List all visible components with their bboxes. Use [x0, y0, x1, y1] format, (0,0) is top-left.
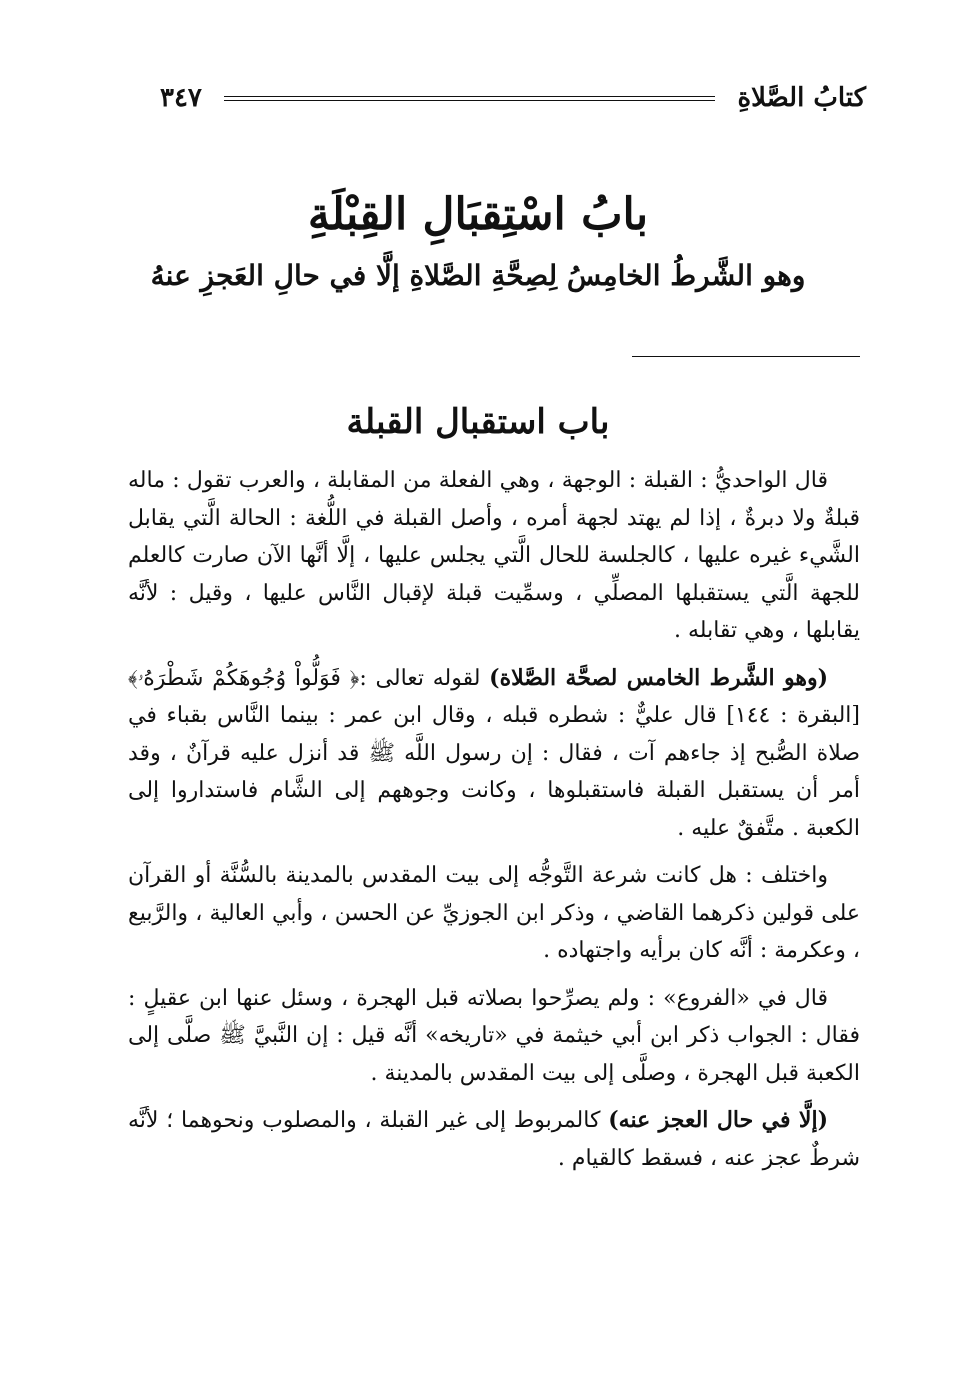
- section-separator: [632, 356, 860, 357]
- matn-quote: (إلَّا في حال العجز عنه): [608, 1107, 828, 1133]
- matn-quote: (وهو الشَّرط الخامس لصحَّة الصَّلاة): [489, 664, 828, 691]
- paragraph-fifth-condition: [128, 660, 860, 848]
- header-rule: [224, 96, 716, 101]
- body-text: [128, 462, 860, 1187]
- paragraph-definition: قال الواحديُّ : القبلة : الوجهة ، وهي الفعلة من المقابلة ، والعرب تقول : ماله قبلةٌ ولا دبرةٌ ، إذا لم يهتد لجهة أمره ، وأصل القبلة في اللُّغة : الحالة الَّتي يقابل الشَّيء غيره عليها ، كالجلسة للحال الَّتي يجلس عليها ، إلَّا أنَّها الآن صارت كالعلم للجهة الَّتي يستقبلها المصلِّي ، وسمِّيت قبلة لإقبال النَّاس عليها ، وقيل : لأنَّه يقابلها ، وهي تقابله .: [128, 468, 860, 643]
- chapter-heading: [100, 180, 856, 302]
- chapter-title: كتابُ الصَّلاةِ: [737, 83, 866, 113]
- page-number: ٣٤٧: [160, 83, 202, 113]
- running-header: [160, 78, 866, 118]
- section-title: باب استقبال القبلة: [346, 402, 610, 442]
- subtitle: وهو الشَّرطُ الخامِسُ لِصِحَّةِ الصَّلاةِ إلَّا في حالِ العَجزِ عنهُ: [150, 259, 806, 292]
- paragraph-disagreement: واختلف : هل كانت شرعة التَّوجُّه إلى بيت المقدس بالمدينة بالسُّنَّة أو القرآن على قولين ذكرهما القاضي ، وذكر ابن الجوزيِّ عن الحسن ، وأبي العالية ، والرَّبيع ، وعكرمة : أنَّه كان برأيه واجتهاده .: [128, 863, 860, 963]
- commentary-text: لقوله تعالى :﴿ فَوَلُّواْ وُجُوهَكُمْ شَطْرَهُۥ﴾ [البقرة : ١٤٤] قال عليٌّ : شطره قبله ، وقال ابن عمر : بينما النَّاس بقباء في صلاة الصُّبح إذ جاءهم آت ، فقال : إن رسول اللَّه ﷺ قد أنزل عليه قرآنٌ ، وقد أمر أن يستقبل القبلة فاستقبلوها ، وكانت وجوههم إلى الشَّام فاستداروا إلى الكعبة . متَّفقٌ عليه .: [128, 665, 860, 841]
- paragraph-furu: قال في «الفروع» : ولم يصرِّحوا بصلاته قبل الهجرة ، وسئل عنها ابن عقيلٍ : فقال : الجواب ذكر ابن أبي خيثمة في «تاريخه» أنَّه قيل : إن النَّبيَّ ﷺ صلَّى إلى الكعبة قبل الهجرة ، وصلَّى إلى بيت المقدس بالمدينة .: [128, 985, 860, 1086]
- main-title: بابُ اسْتِقبَالِ القِبْلَةِ: [307, 189, 649, 240]
- paragraph-inability: [128, 1102, 860, 1177]
- commentary-text: كالمربوط إلى غير القبلة ، والمصلوب ونحوهما ؛ لأنَّه شرطٌ عجز عنه ، فسقط كالقيام .: [128, 1108, 860, 1171]
